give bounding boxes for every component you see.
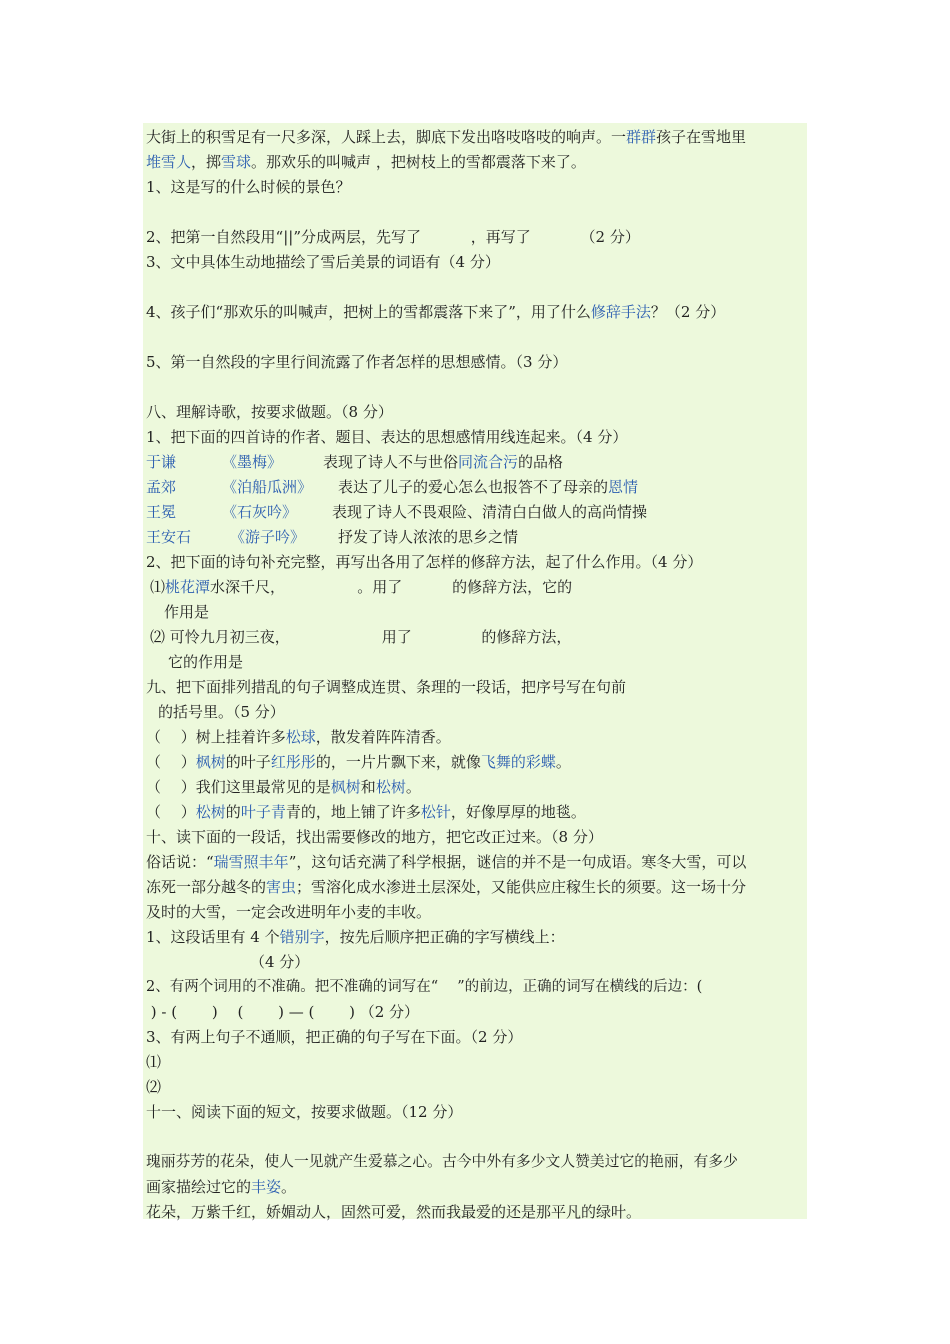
text: ，按先后顺序把正确的字写横线上： — [324, 928, 565, 946]
section-title: 的括号里。（5 分） — [158, 703, 285, 721]
text: 青的，地上铺了许多 — [285, 803, 421, 821]
passage-line: 瑰丽芬芳的花朵，使人一见就产生爱慕之心。古今中外有多少文人赞美过它的艳丽，有多少 — [146, 1153, 738, 1170]
link[interactable]: 同流合污 — [458, 453, 519, 471]
link[interactable]: 桃花潭 — [165, 578, 211, 596]
text: ？（2 分） — [650, 303, 726, 321]
text: 4、孩子们“那欢乐的叫喊声，把树上的雪都震落下来了”，用了什么 — [146, 303, 591, 321]
theme — [323, 452, 563, 472]
poet-link[interactable]: 王安石 — [146, 528, 192, 546]
passage-line — [146, 852, 746, 872]
link[interactable]: 瑞雪照丰年 — [213, 853, 289, 871]
text: ，掷 — [191, 153, 222, 171]
text: 俗话说：“ — [146, 853, 214, 871]
poem-link[interactable]: 《石灰吟》 — [222, 503, 298, 521]
text: （ ）树上挂着许多 — [146, 728, 286, 746]
answer-line — [150, 577, 572, 597]
text: 表现了诗人不与世俗 — [323, 453, 459, 471]
link[interactable]: 松树 — [375, 778, 406, 796]
answer-line: ⑵ 可怜九月初三夜， 用了 的修辞方法， — [150, 628, 572, 646]
link[interactable]: 害虫 — [266, 878, 297, 896]
text: 孩子在雪地里 — [656, 128, 747, 146]
text: ”，这句话充满了科学根据，谜信的并不是一句成语。寒冬大雪，可以 — [288, 853, 747, 871]
link[interactable]: 枫树 — [195, 753, 226, 771]
answer-line: 它的作用是 — [168, 653, 244, 671]
list-item — [146, 727, 451, 747]
question — [146, 927, 565, 947]
text: 的 — [225, 803, 241, 821]
poem-link[interactable]: 《游子吟》 — [230, 528, 306, 546]
link[interactable]: 松球 — [285, 728, 316, 746]
text: （ ） — [146, 803, 196, 821]
section-title: 九、把下面排列措乱的句子调整成连贯、条理的一段话，把序号写在句前 — [146, 678, 627, 696]
text: 和 — [360, 778, 376, 796]
list-item — [146, 752, 571, 772]
answer-line: ) - ( ) ( ) — ( ) （2 分） — [146, 1003, 420, 1021]
question: 5、第一自然段的字里行间流露了作者怎样的思想感情。（3 分） — [146, 353, 568, 371]
section-title: 十、读下面的一段话，找出需要修改的地方，把它改正过来。（8 分） — [146, 828, 603, 846]
poem-link[interactable]: 《泊船瓜洲》 — [222, 478, 313, 496]
text: 。 — [555, 753, 571, 771]
text: 的叶子 — [225, 753, 271, 771]
blank-label: ⑵ — [146, 1078, 162, 1096]
question: 3、有两上句子不通顺，把正确的句子写在下面。（2 分） — [146, 1028, 523, 1046]
link[interactable]: 丰姿 — [251, 1178, 282, 1196]
section-title: 八、理解诗歌，按要求做题。（8 分） — [146, 403, 393, 421]
passage-line — [146, 877, 746, 897]
link[interactable]: 错别字 — [279, 928, 325, 946]
question: 2、有两个词用的不准确。把不准确的词写在“ ”的前边，正确的词写在横线的后边：( — [146, 979, 703, 995]
link[interactable]: 红彤彤 — [270, 753, 316, 771]
text: （ ） — [146, 753, 196, 771]
link[interactable]: 叶子青 — [240, 803, 286, 821]
question: 3、文中具体生动地描绘了雪后美景的词语有（4 分） — [146, 253, 500, 271]
text: 1、这段话里有 4 个 — [146, 928, 280, 946]
list-item — [146, 777, 421, 797]
text: 。那欢乐的叫喊声 ，把树枝上的雪都震落下来了。 — [251, 153, 586, 171]
text: ，散发着阵阵清香。 — [315, 728, 451, 746]
text: ，好像厚厚的地毯。 — [450, 803, 586, 821]
text: 冻死一部分越冬的 — [146, 878, 267, 896]
link[interactable]: 松树 — [195, 803, 226, 821]
section-title: 十一、阅读下面的短文，按要求做题。（12 分） — [146, 1103, 463, 1121]
poet-link[interactable]: 孟郊 — [146, 478, 177, 496]
answer-line: 作用是 — [164, 603, 210, 621]
poet-link[interactable]: 王冕 — [146, 503, 177, 521]
theme: 表现了诗人不畏艰险、清清白白做人的高尚情操 — [332, 503, 648, 521]
text: 的，一片片飘下来，就像 — [315, 753, 481, 771]
text: （ ）我们这里最常见的是 — [146, 778, 331, 796]
link[interactable]: 群群 — [626, 128, 657, 146]
theme: 抒发了诗人浓浓的思乡之情 — [338, 528, 519, 546]
passage-line — [146, 1177, 296, 1197]
list-item — [146, 802, 586, 822]
poet-link[interactable]: 于谦 — [146, 453, 177, 471]
text: 画家描绘过它的 — [146, 1178, 252, 1196]
text: 大街上的积雪足有一尺多深，人踩上去，脚底下发出咯吱咯吱的响声。一 — [146, 128, 627, 146]
question: 1、这是写的什么时候的景色？ — [146, 178, 351, 196]
question: 2、把第一自然段用“||”分成两层，先写了 ，再写了 （2 分） — [146, 228, 640, 246]
text: 表达了儿子的爱心怎么也报答不了母亲的 — [338, 478, 609, 496]
passage-line — [146, 127, 746, 147]
link[interactable]: 雪球 — [221, 153, 252, 171]
question — [146, 302, 725, 322]
text: 。 — [405, 778, 421, 796]
link[interactable]: 枫树 — [330, 778, 361, 796]
score: （4 分） — [250, 953, 310, 971]
theme — [338, 477, 638, 497]
link[interactable]: 堆雪人 — [146, 153, 192, 171]
link[interactable]: 修辞手法 — [590, 303, 651, 321]
text: 水深千尺， 。用了 的修辞方法，它的 — [210, 578, 573, 596]
text: ；雪溶化成水渗进土层深处，又能供应庄稼生长的须要。这一场十分 — [296, 878, 747, 896]
question: 2、把下面的诗句补充完整，再写出各用了怎样的修辞方法，起了什么作用。（4 分） — [146, 553, 703, 571]
poem-link[interactable]: 《墨梅》 — [222, 453, 283, 471]
passage-line — [146, 152, 586, 172]
blank-label: ⑴ — [146, 1053, 162, 1071]
link[interactable]: 松针 — [420, 803, 451, 821]
text: ⑴ — [150, 578, 166, 596]
text: 的品格 — [518, 453, 564, 471]
passage-line: 及时的大雪，一定会改进明年小麦的丰收。 — [146, 903, 432, 921]
text: 。 — [281, 1178, 297, 1196]
link[interactable]: 恩情 — [608, 478, 639, 496]
question: 1、把下面的四首诗的作者、题目、表达的思想感情用线连起来。（4 分） — [146, 428, 628, 446]
passage-line: 花朵，万紫千红，娇媚动人，固然可爱，然而我最爱的还是那平凡的绿叶。 — [146, 1203, 642, 1221]
link[interactable]: 飞舞的彩蝶 — [480, 753, 556, 771]
